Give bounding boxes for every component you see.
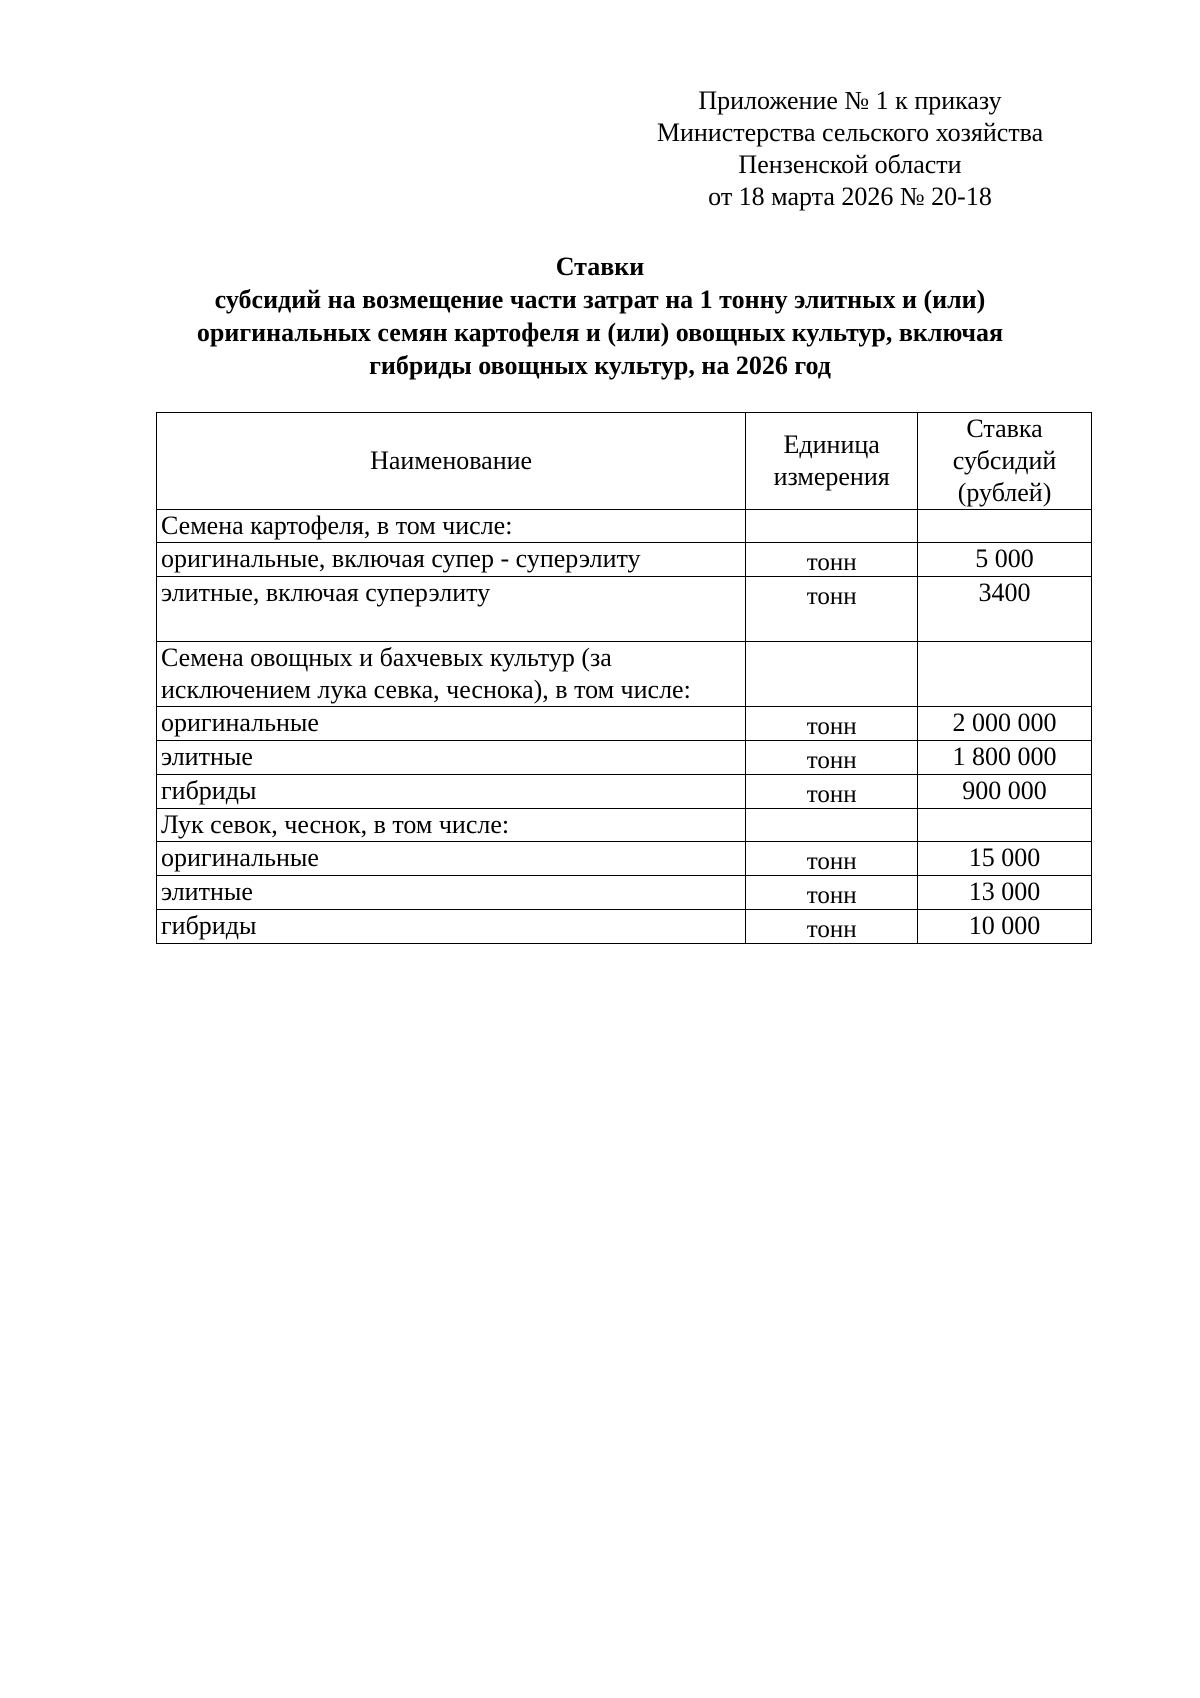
row-name: элитные — [157, 741, 746, 775]
attachment-line: от 18 марта 2026 № 20-18 — [708, 182, 992, 211]
table-row — [157, 842, 1092, 876]
rates-table — [156, 412, 1092, 944]
row-unit: тонн — [746, 842, 918, 876]
header-rate — [918, 413, 1092, 510]
row-name: оригинальные — [157, 707, 746, 741]
attachment-note — [620, 85, 1080, 213]
header-name — [157, 413, 746, 510]
row-unit: тонн — [746, 910, 918, 944]
header-rate-line: (рублей) — [957, 478, 1052, 507]
row-name: элитные, включая суперэлиту — [157, 577, 746, 642]
table-row — [157, 876, 1092, 910]
row-name: гибриды — [157, 775, 746, 809]
header-rate-line: субсидий — [952, 446, 1057, 475]
row-unit — [746, 809, 918, 842]
header-name-label: Наименование — [370, 446, 533, 475]
title-line: гибриды овощных культур, на 2026 год — [369, 351, 831, 380]
table-row — [157, 910, 1092, 944]
table-row — [157, 642, 1092, 707]
row-name: оригинальные, включая супер - суперэлиту — [157, 543, 746, 577]
table-row — [157, 707, 1092, 741]
title-line: оригинальных семян картофеля и (или) овощных культур, включая — [196, 318, 1004, 347]
header-rate-line: Ставка — [966, 414, 1043, 443]
title-line: субсидий на возмещение части затрат на 1 тонну элитных и (или) — [214, 285, 986, 314]
row-name: Лук севок, чеснок, в том числе: — [157, 809, 746, 842]
table-row — [157, 741, 1092, 775]
row-rate: 3400 — [918, 577, 1092, 642]
row-unit: тонн — [746, 876, 918, 910]
row-unit: тонн — [746, 577, 918, 642]
row-rate — [918, 510, 1092, 543]
row-rate — [918, 642, 1092, 707]
row-rate: 2 000 000 — [918, 707, 1092, 741]
table-row — [157, 577, 1092, 642]
table-row — [157, 510, 1092, 543]
attachment-line: Пензенской области — [738, 150, 962, 179]
header-unit — [746, 413, 918, 510]
table-row — [157, 809, 1092, 842]
table-header-row — [157, 413, 1092, 510]
row-name: Семена картофеля, в том числе: — [157, 510, 746, 543]
row-unit — [746, 510, 918, 543]
row-unit: тонн — [746, 741, 918, 775]
table-row — [157, 543, 1092, 577]
row-rate — [918, 809, 1092, 842]
row-unit — [746, 642, 918, 707]
row-rate: 900 000 — [918, 775, 1092, 809]
row-unit: тонн — [746, 543, 918, 577]
document-title — [150, 250, 1050, 382]
row-unit: тонн — [746, 775, 918, 809]
header-unit-line: измерения — [773, 462, 890, 491]
attachment-line: Приложение № 1 к приказу — [698, 86, 1002, 115]
row-rate: 5 000 — [918, 543, 1092, 577]
row-rate: 15 000 — [918, 842, 1092, 876]
row-name: оригинальные — [157, 842, 746, 876]
table-row — [157, 775, 1092, 809]
row-rate: 10 000 — [918, 910, 1092, 944]
header-unit-line: Единица — [783, 430, 880, 459]
title-heading: Ставки — [555, 252, 645, 281]
row-rate: 1 800 000 — [918, 741, 1092, 775]
attachment-line: Министерства сельского хозяйства — [656, 118, 1044, 147]
row-unit: тонн — [746, 707, 918, 741]
row-rate: 13 000 — [918, 876, 1092, 910]
row-name: гибриды — [157, 910, 746, 944]
row-name: Семена овощных и бахчевых культур (за исключением лука севка, чеснока), в том числе: — [157, 642, 746, 707]
row-name: элитные — [157, 876, 746, 910]
